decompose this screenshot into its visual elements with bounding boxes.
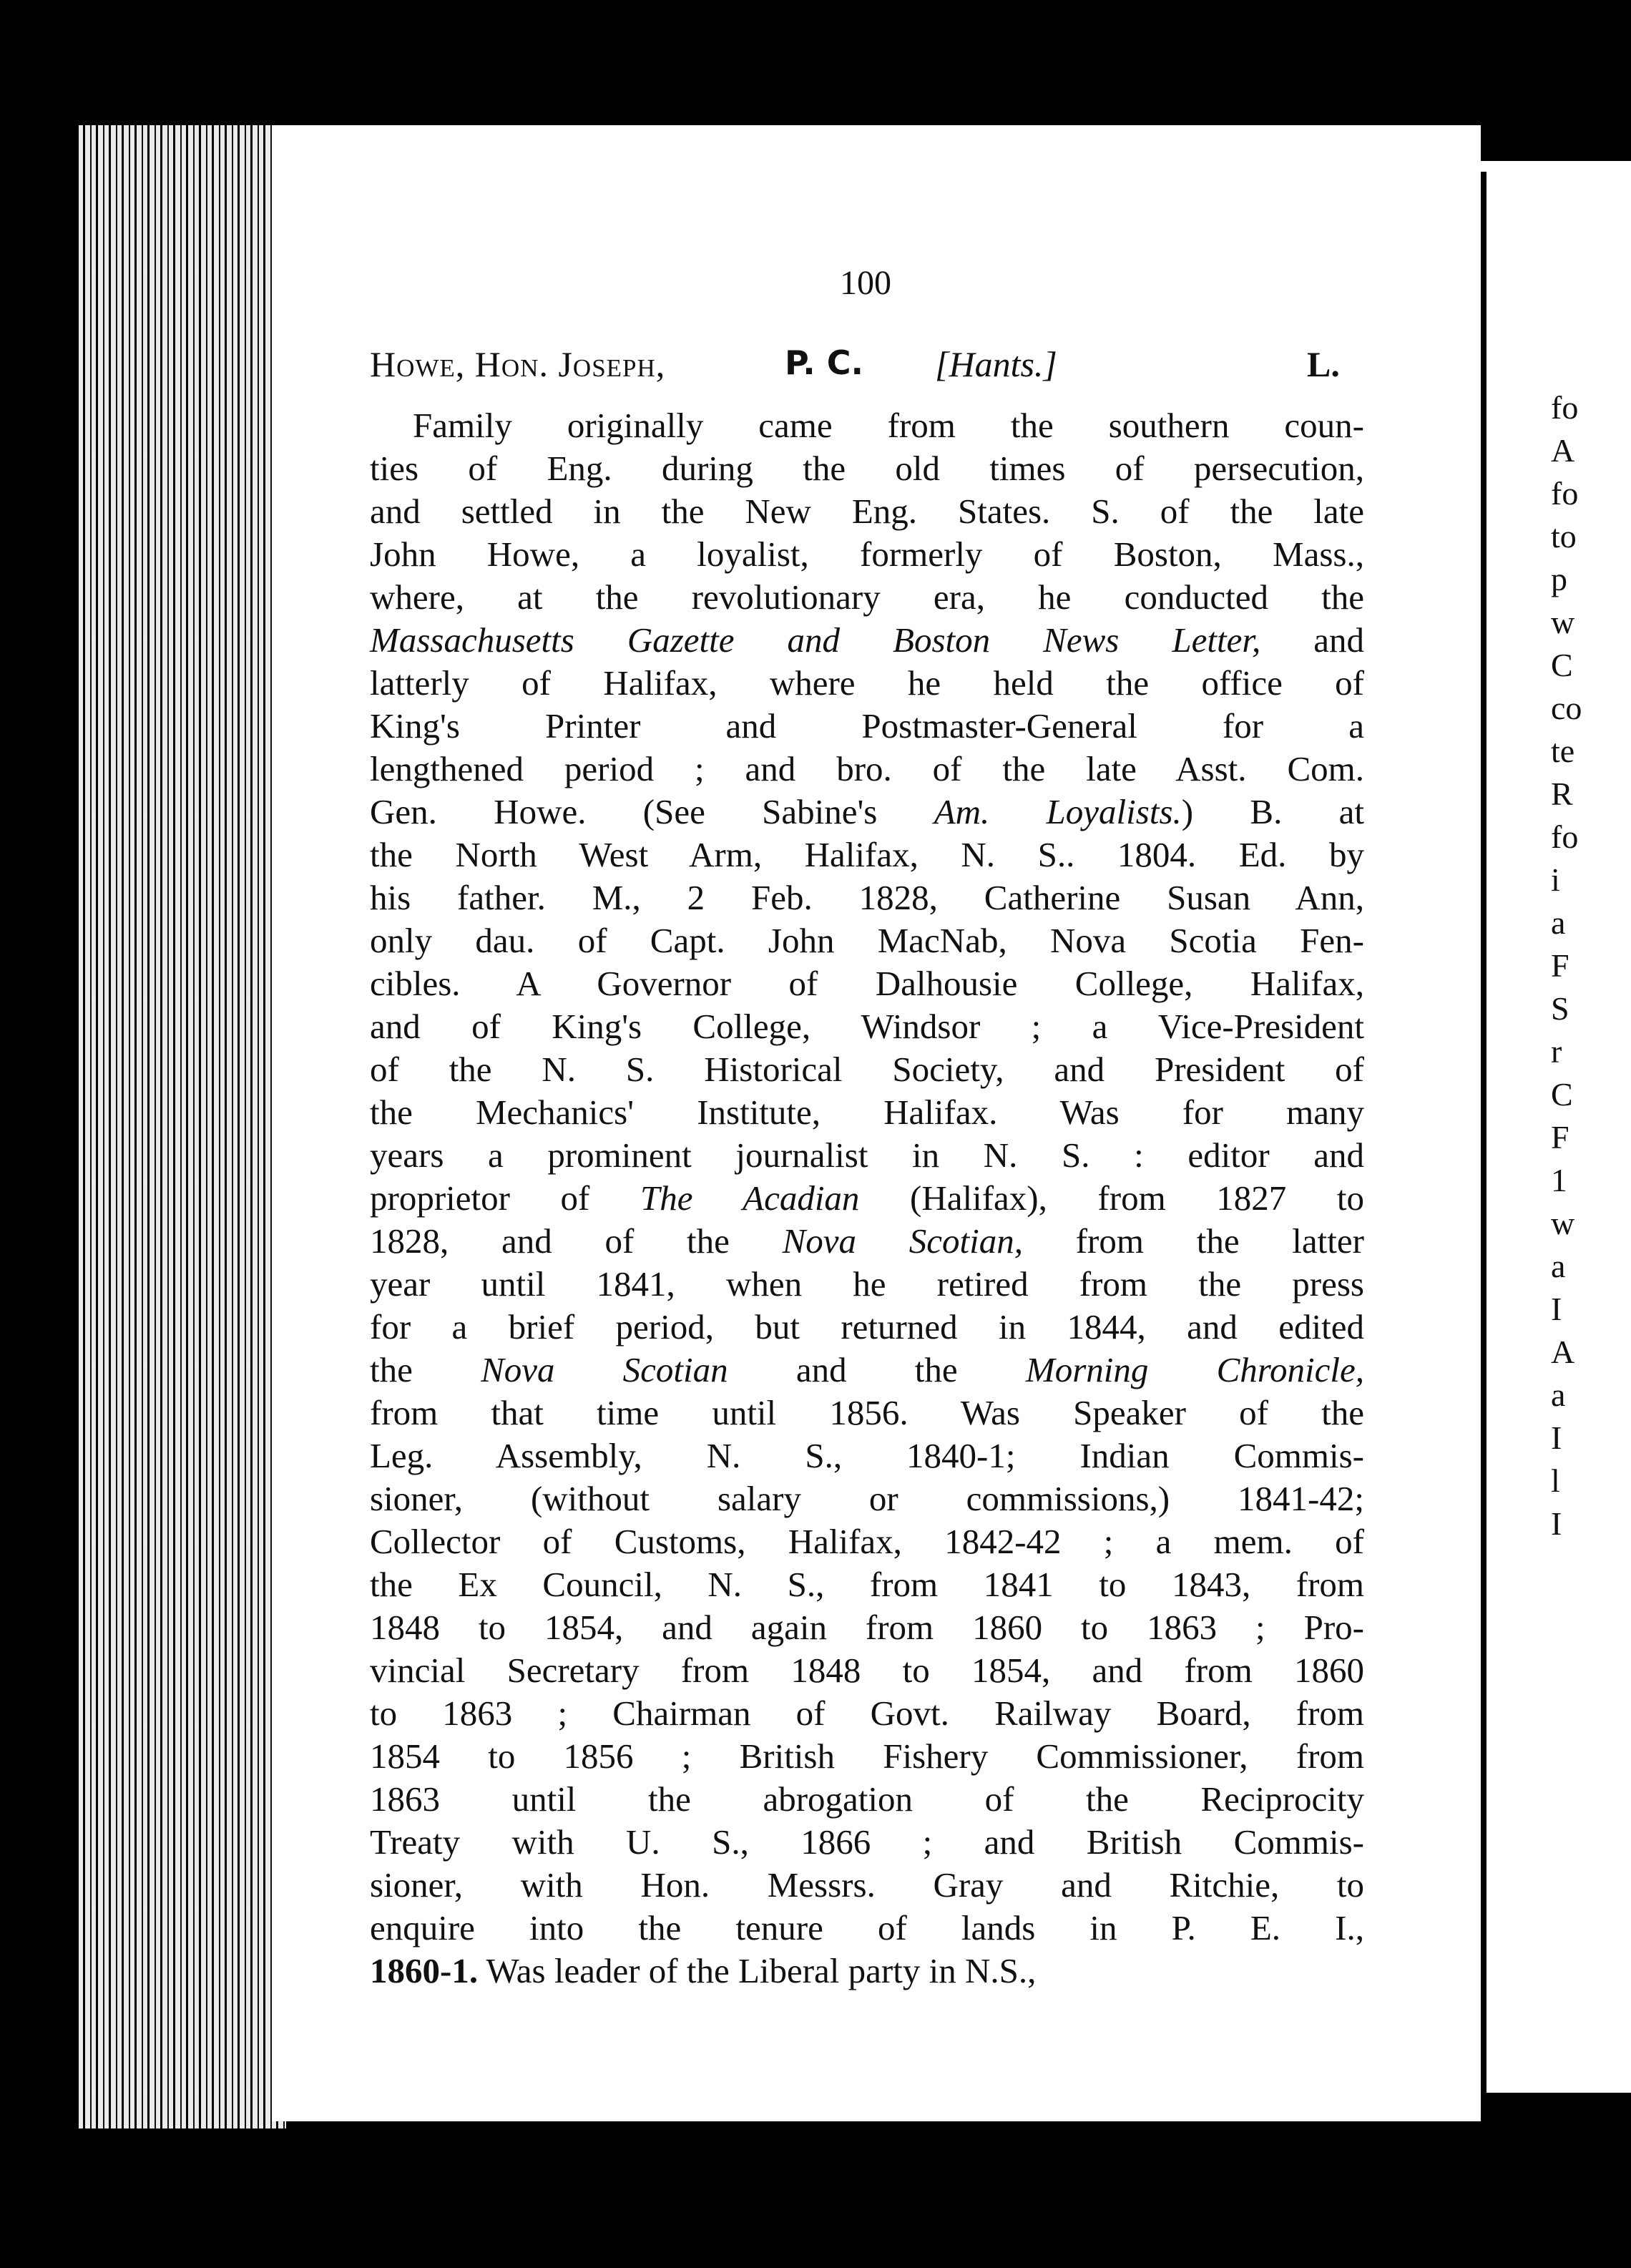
- text-segment: The Acadian: [640, 1178, 860, 1218]
- text-line: [370, 1907, 1364, 1950]
- text-segment: Massachusetts Gazette and Boston News Letter,: [370, 620, 1261, 660]
- text-line: [370, 1950, 1364, 1993]
- text-line: [370, 1735, 1364, 1778]
- text-segment: of the N. S. Historical Society, and President of: [370, 1050, 1364, 1089]
- text-line: [370, 919, 1364, 962]
- text-segment: Morning Chronicle,: [1025, 1350, 1364, 1389]
- text-segment: latterly of Halifax, where he held the office of: [370, 663, 1364, 703]
- text-line: [370, 1306, 1364, 1349]
- text-segment: ) B. at: [1181, 792, 1365, 831]
- text-line: [370, 576, 1364, 619]
- text-segment: and: [1260, 620, 1364, 660]
- facing-page-fragment: F: [1551, 1119, 1569, 1155]
- entry-county: [Hants.]: [935, 344, 1057, 384]
- facing-page-fragment: fo: [1551, 389, 1579, 426]
- facing-page-fragment: fo: [1551, 475, 1579, 512]
- facing-page-fragment: F: [1551, 947, 1569, 984]
- text-segment: years a prominent journalist in N. S. : editor and: [370, 1135, 1364, 1175]
- text-segment: the Mechanics' Institute, Halifax. Was for many: [370, 1093, 1364, 1132]
- book-edge-pages: [79, 125, 286, 2128]
- facing-page-fragment: a: [1551, 1248, 1566, 1284]
- page-number: 100: [840, 264, 891, 302]
- facing-page-fragment: 1: [1551, 1162, 1567, 1198]
- text-segment: his father. M., 2 Feb. 1828, Catherine Susan Ann,: [370, 878, 1364, 917]
- text-segment: from the latter: [1023, 1221, 1364, 1261]
- text-line: [370, 791, 1364, 834]
- text-segment: (Halifax), from 1827 to: [859, 1178, 1364, 1218]
- text-segment: the: [370, 1350, 481, 1389]
- text-segment: Gen. Howe. (See Sabine's: [370, 792, 934, 831]
- text-segment: ties of Eng. during the old times of persecution,: [370, 449, 1364, 488]
- text-segment: only dau. of Capt. John MacNab, Nova Scotia Fen-: [370, 921, 1364, 960]
- text-segment: Leg. Assembly, N. S., 1840-1; Indian Commis-: [370, 1436, 1364, 1475]
- text-line: [370, 1563, 1364, 1606]
- facing-page-fragment: w: [1551, 1205, 1575, 1241]
- facing-page-fragment: C: [1551, 647, 1573, 683]
- text-line: [370, 619, 1364, 662]
- text-segment: 1860-1.: [370, 1951, 479, 1990]
- text-segment: enquire into the tenure of lands in P. E. I.,: [370, 1908, 1364, 1947]
- text-line: [370, 1220, 1364, 1263]
- text-line: [370, 1692, 1364, 1735]
- facing-page-fragment: C: [1551, 1076, 1573, 1113]
- text-line: [370, 662, 1364, 705]
- text-line: [370, 705, 1364, 748]
- text-segment: for a brief period, but returned in 1844, and edited: [370, 1307, 1364, 1346]
- text-segment: lengthened period ; and bro. of the late Asst. Com.: [370, 749, 1364, 788]
- facing-page-fragment: S: [1551, 990, 1569, 1027]
- facing-page-text: [1551, 386, 1631, 1545]
- text-line: [370, 962, 1364, 1005]
- facing-page-fragment: l: [1551, 1462, 1560, 1499]
- text-line: [370, 533, 1364, 576]
- facing-page-fragment: A: [1551, 1334, 1575, 1370]
- text-line: [370, 1864, 1364, 1907]
- text-segment: to 1863 ; Chairman of Govt. Railway Board, from: [370, 1693, 1364, 1733]
- text-segment: Collector of Customs, Halifax, 1842-42 ; a mem. of: [370, 1522, 1364, 1561]
- text-line: [370, 1263, 1364, 1306]
- text-segment: King's Printer and Postmaster-General for a: [370, 706, 1364, 746]
- facing-page-fragment: w: [1551, 604, 1575, 640]
- text-line: [370, 1778, 1364, 1821]
- facing-page-fragment: a: [1551, 1377, 1566, 1413]
- text-line: [370, 1520, 1364, 1563]
- facing-page-fragment: to: [1551, 518, 1577, 554]
- entry-party: L.: [1307, 344, 1340, 384]
- facing-page-fragment: p: [1551, 561, 1567, 597]
- facing-page-fragment: fo: [1551, 818, 1579, 855]
- entry-body-text: [370, 404, 1364, 1993]
- text-line: [370, 1434, 1364, 1477]
- text-segment: Was leader of the Liberal party in N.S.,: [478, 1951, 1037, 1990]
- text-segment: vincial Secretary from 1848 to 1854, and from 1860: [370, 1651, 1364, 1690]
- text-segment: sioner, with Hon. Messrs. Gray and Ritchie, to: [370, 1865, 1364, 1905]
- text-segment: 1863 until the abrogation of the Reciprocity: [370, 1779, 1364, 1819]
- text-segment: cibles. A Governor of Dalhousie College, Halifax,: [370, 964, 1364, 1003]
- entry-heading: [370, 343, 1364, 394]
- text-line: [370, 748, 1364, 791]
- text-segment: Nova Scotian,: [782, 1221, 1023, 1261]
- text-segment: and the: [728, 1350, 1026, 1389]
- text-segment: year until 1841, when he retired from the press: [370, 1264, 1364, 1304]
- text-segment: 1848 to 1854, and again from 1860 to 1863 ; Pro-: [370, 1608, 1364, 1647]
- text-segment: the Ex Council, N. S., from 1841 to 1843, from: [370, 1565, 1364, 1604]
- text-segment: where, at the revolutionary era, he conducted the: [370, 577, 1364, 617]
- text-line: [370, 490, 1364, 533]
- text-segment: Treaty with U. S., 1866 ; and British Commis-: [370, 1822, 1364, 1862]
- text-line: [370, 1091, 1364, 1134]
- text-segment: and settled in the New Eng. States. S. of the late: [370, 492, 1364, 531]
- facing-page-fragment: R: [1551, 776, 1573, 812]
- text-line: [370, 1606, 1364, 1649]
- text-line: [370, 834, 1364, 876]
- facing-page-fragment: I: [1551, 1505, 1562, 1542]
- text-segment: 1828, and of the: [370, 1221, 783, 1261]
- facing-page-fragment: r: [1551, 1033, 1562, 1070]
- text-line: [370, 1649, 1364, 1692]
- text-segment: Am. Loyalists.: [934, 792, 1182, 831]
- text-segment: sioner, (without salary or commissions,) 1841-42;: [370, 1479, 1364, 1518]
- entry-name: Howe, Hon. Joseph,: [370, 344, 666, 384]
- text-line: [370, 1821, 1364, 1864]
- text-segment: proprietor of: [370, 1178, 640, 1218]
- text-segment: Nova Scotian: [481, 1350, 728, 1389]
- text-line: [370, 447, 1364, 490]
- facing-page-fragment: I: [1551, 1291, 1562, 1327]
- text-line: [370, 1177, 1364, 1220]
- text-line: [370, 1477, 1364, 1520]
- text-line: [370, 1392, 1364, 1434]
- text-segment: Family originally came from the southern coun-: [413, 406, 1364, 445]
- text-segment: 1854 to 1856 ; British Fishery Commissioner, from: [370, 1736, 1364, 1776]
- text-segment: John Howe, a loyalist, formerly of Boston, Mass.,: [370, 534, 1364, 574]
- facing-page-fragment: a: [1551, 904, 1566, 941]
- text-line: [370, 404, 1364, 447]
- text-segment: from that time until 1856. Was Speaker of the: [370, 1393, 1364, 1432]
- entry-title: P. C.: [785, 343, 863, 382]
- text-segment: and of King's College, Windsor ; a Vice-President: [370, 1007, 1364, 1046]
- text-line: [370, 1134, 1364, 1177]
- text-line: [370, 1349, 1364, 1392]
- facing-page-fragment: A: [1551, 432, 1575, 469]
- facing-page-fragment: i: [1551, 861, 1560, 898]
- facing-page-fragment: co: [1551, 690, 1582, 726]
- text-line: [370, 1048, 1364, 1091]
- facing-page-fragment: te: [1551, 733, 1575, 769]
- text-line: [370, 876, 1364, 919]
- text-line: [370, 1005, 1364, 1048]
- facing-page-fragment: I: [1551, 1419, 1562, 1456]
- text-segment: the North West Arm, Halifax, N. S.. 1804. Ed. by: [370, 835, 1364, 874]
